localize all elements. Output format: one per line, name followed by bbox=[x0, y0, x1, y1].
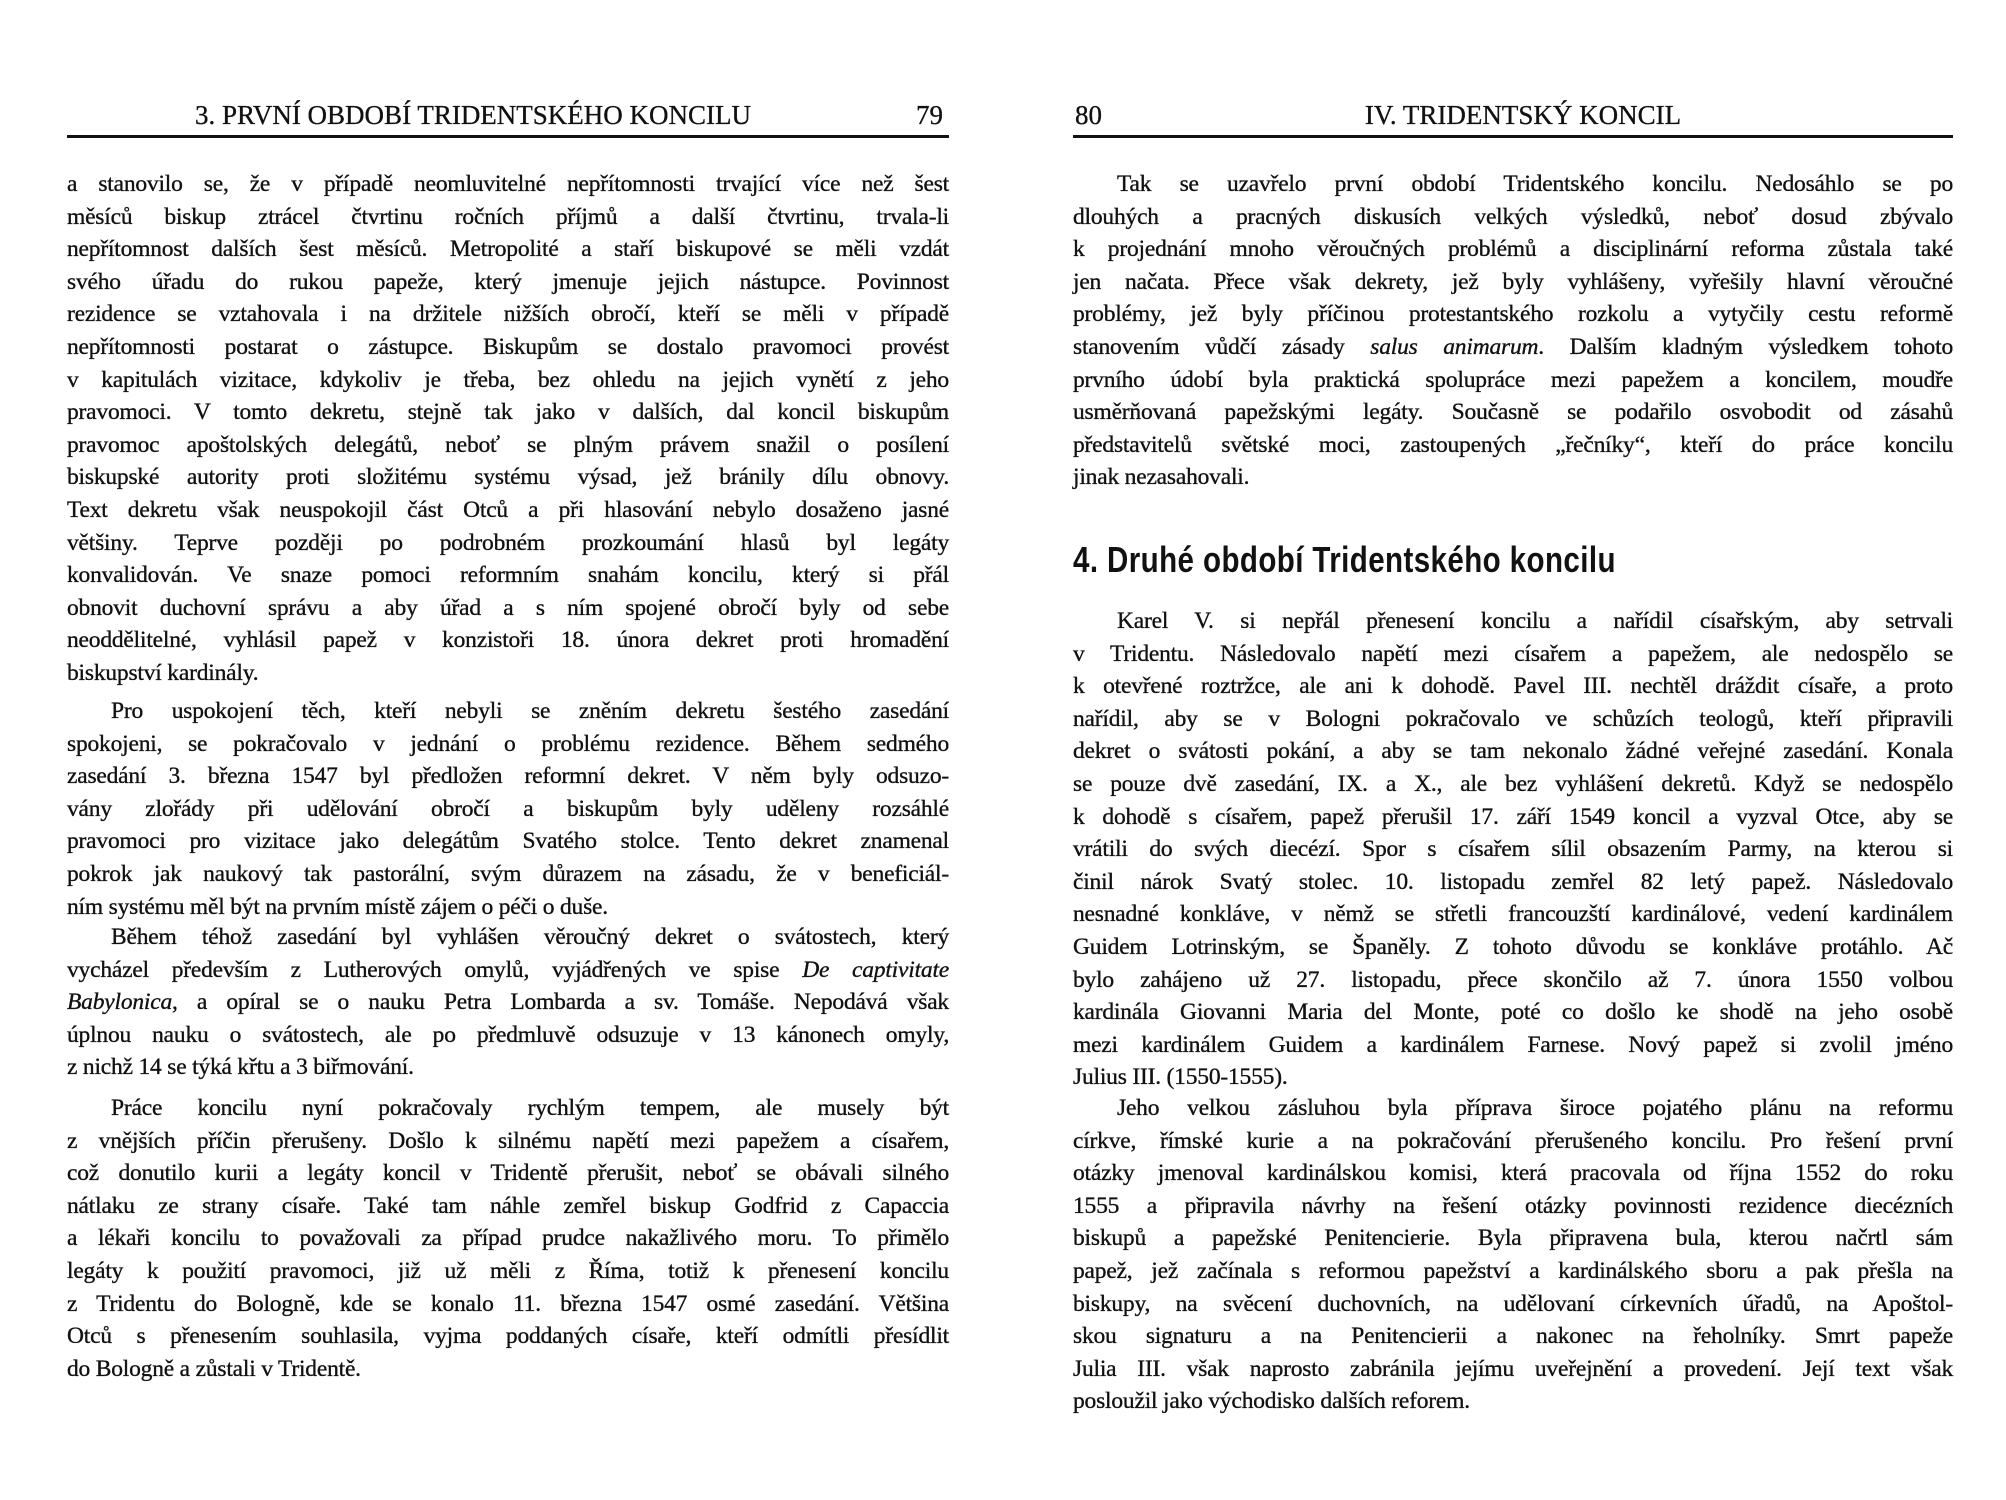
text-line: a lékaři koncilu to považovali za případ prudce nakažlivého moru. To přimělo bbox=[67, 1225, 949, 1252]
text-line: nařídil, aby se v Bologni pokračovalo ve schůzích teologů, kteří připravili bbox=[1073, 705, 1953, 732]
text-line: v kapitulách vizitace, kdykoliv je třeba, bez ohledu na jejich vynětí z jeho bbox=[67, 366, 949, 393]
text-line: a stanovilo se, že v případě neomluvitelné nepřítomnosti trvající více než šest bbox=[67, 171, 949, 197]
text-line: dekret o svátosti pokání, a aby se tam nekonalo žádné veřejné zasedání. Konala bbox=[1073, 738, 1953, 765]
text-line: nepřítomnosti postarat o zástupce. Biskupům se dostalo pravomoci provést bbox=[67, 333, 949, 360]
text-line: usměrňovaná papežskými legáty. Současně se podařilo osvobodit od zásahů bbox=[1073, 399, 1953, 426]
text-line: jen načata. Přece však dekrety, jež byly vyhlášeny, vyřešily hlavní věroučné bbox=[1073, 268, 1953, 295]
text-line: Julius III. (1550-1555). bbox=[1073, 1064, 1288, 1091]
paragraph bbox=[1073, 1092, 1953, 1418]
text-line: vrátili do svých diecézí. Spor s císařem sílil obsazením Parmy, na kterou si bbox=[1073, 836, 1953, 863]
text-line: otázky jmenoval kardinálskou komisi, která pracovala od října 1552 do roku bbox=[1073, 1160, 1953, 1187]
text-line: biskupské autority proti složitému systému výsad, jež bránily dílu obnovy. bbox=[67, 464, 949, 491]
text-line: zasedání 3. března 1547 byl předložen reformní dekret. V něm byly odsuzo- bbox=[67, 763, 949, 790]
paragraph bbox=[67, 1092, 949, 1385]
text-line: spokojeni, se pokračovalo v jednání o problému rezidence. Během sedmého bbox=[67, 730, 949, 757]
text-line: Pro uspokojení těch, kteří nebyli se zněním dekretu šestého zasedání bbox=[111, 698, 949, 724]
text-line: neoddělitelné, vyhlásil papež v konzistoři 18. února dekret proti hromadění bbox=[67, 627, 949, 654]
text-line: pravomoc apoštolských delegátů, neboť se plným právem snažil o posílení bbox=[67, 431, 949, 458]
italic-text: salus animarum bbox=[1370, 333, 1539, 360]
text-line: legáty k použití pravomoci, již už měli z Říma, totiž k přenesení koncilu bbox=[67, 1257, 949, 1284]
paragraph bbox=[67, 695, 949, 923]
text-line: Jeho velkou zásluhou byla příprava široce pojatého plánu na reformu bbox=[1117, 1095, 1953, 1121]
paragraph bbox=[1073, 605, 1953, 1094]
text-line: Práce koncilu nyní pokračovaly rychlým tempem, ale musely být bbox=[111, 1095, 949, 1121]
text-line: dlouhých a pracných diskusích velkých výsledků, neboť dosud zbývalo bbox=[1073, 203, 1953, 230]
text-line: bylo zahájeno už 27. listopadu, přece skončilo až 7. února 1550 volbou bbox=[1073, 966, 1953, 993]
text-segment: stanovením vůdčí zásady bbox=[1073, 333, 1371, 360]
text-line: k dohodě s císařem, papež přerušil 17. září 1549 koncil a vyzval Otce, aby se bbox=[1073, 803, 1953, 830]
text-line: papež, jež začínala s reformou papežství a kardinálského sboru a pak přešla na bbox=[1073, 1257, 1953, 1284]
text-line: biskupy, na svěcení duchovních, na udělovaní církevních úřadů, na Apoštol- bbox=[1073, 1290, 1953, 1317]
text-line: úplnou nauku o svátostech, ale po předmluvě odsuzuje v 13 kánonech omyly, bbox=[67, 1021, 949, 1048]
text-line: z nichž 14 se týká křtu a 3 biřmování. bbox=[67, 1054, 414, 1081]
text-line: skou signaturu a na Penitencierii a nakonec na řeholníky. Smrt papeže bbox=[1073, 1323, 1953, 1350]
text-line: obnovit duchovní správu a aby úřad a s ním spojené obročí byly od sebe bbox=[67, 594, 949, 621]
italic-text: De captivitate bbox=[802, 956, 950, 983]
running-head bbox=[1073, 98, 1953, 132]
text-line: Guidem Lotrinským, se Španěly. Z tohoto důvodu se konkláve protáhlo. Ač bbox=[1073, 933, 1953, 960]
text-line: z vnějších příčin přerušeny. Došlo k silnému napětí mezi papežem a císařem, bbox=[67, 1127, 949, 1154]
text-line: jinak nezasahovali. bbox=[1073, 464, 1250, 491]
paragraph bbox=[67, 168, 949, 690]
text-line: Otců s přenesením souhlasila, vyjma poddaných císaře, kteří odmítli přesídlit bbox=[67, 1323, 949, 1350]
text-line bbox=[67, 986, 949, 1019]
text-line: z Tridentu do Bologně, kde se konalo 11. března 1547 osmé zasedání. Většina bbox=[67, 1290, 949, 1317]
text-segment: , a opíral se o nauku Petra Lombarda a sv. Tomáše. Nepodává však bbox=[172, 989, 949, 1016]
text-line: vány zlořády při udělování obročí a biskupům byly uděleny rozsáhlé bbox=[67, 795, 949, 822]
text-line: svého úřadu do rukou papeže, který jmenuje jejich nástupce. Povinnost bbox=[67, 268, 949, 295]
text-line: biskupství kardinály. bbox=[67, 659, 259, 686]
text-line: k otevřené roztržce, ale ani k dohodě. Pavel III. nechtěl dráždit císaře, a proto bbox=[1073, 673, 1953, 700]
text-line: představitelů světské moci, zastoupených „řečníky“, kteří do práce koncilu bbox=[1073, 431, 1953, 458]
text-line: Během téhož zasedání byl vyhlášen věroučný dekret o svátostech, který bbox=[111, 924, 949, 950]
header-rule bbox=[67, 135, 949, 138]
section-heading: 4. Druhé období Tridentského koncilu bbox=[1073, 539, 1616, 580]
text-line: biskupů a papežské Penitencierie. Byla připravena bula, kterou načrtl sám bbox=[1073, 1225, 1953, 1252]
running-head-title: IV. TRIDENTSKÝ KONCIL bbox=[1364, 100, 1682, 130]
right-page bbox=[1073, 0, 1953, 1500]
text-line: církve, římské kurie a na pokračování přerušeného koncilu. Pro řešení první bbox=[1073, 1127, 1953, 1154]
running-head-title: 3. PRVNÍ OBDOBÍ TRIDENTSKÉHO KONCILU bbox=[194, 100, 752, 130]
running-head bbox=[67, 98, 949, 132]
italic-text: Babylonica bbox=[67, 989, 173, 1016]
text-line: nátlaku ze strany císaře. Také tam náhle zemřel biskup Godfrid z Capaccia bbox=[67, 1192, 949, 1219]
text-line: se pouze dvě zasedání, IX. a X., ale bez vyhlášení dekretů. Když se nedospělo bbox=[1073, 770, 1953, 797]
text-segment: vycházel především z Lutherových omylů, vyjádřených ve spise bbox=[67, 956, 803, 983]
text-line: 1555 a připravila návrhy na řešení otázky povinnosti rezidence diecézních bbox=[1073, 1192, 1953, 1219]
header-rule bbox=[1073, 135, 1953, 138]
text-line: Julia III. však naprosto zabránila jejímu uveřejnění a provedení. Její text však bbox=[1073, 1355, 1953, 1382]
text-line: k projednání mnoho věroučných problémů a disciplinární reforma zůstala také bbox=[1073, 236, 1953, 263]
text-line: nepřítomnost dalších šest měsíců. Metropolité a staří biskupové se měli vzdát bbox=[67, 236, 949, 263]
text-line: Tak se uzavřelo první období Tridentského koncilu. Nedosáhlo se po bbox=[1117, 171, 1953, 197]
page-number: 79 bbox=[916, 100, 943, 130]
text-line: většiny. Teprve později po podrobném prozkoumání hlasů byl legáty bbox=[67, 529, 949, 556]
text-line: kardinála Giovanni Maria del Monte, poté co došlo ke shodě na jeho osobě bbox=[1073, 999, 1953, 1026]
text-line: v Tridentu. Následovalo napětí mezi císařem a papežem, ale nedospělo se bbox=[1073, 640, 1953, 667]
text-line: činil nárok Svatý stolec. 10. listopadu zemřel 82 letý papež. Následovalo bbox=[1073, 868, 1953, 895]
text-line: Karel V. si nepřál přenesení koncilu a nařídil císařským, aby setrvali bbox=[1117, 608, 1953, 634]
text-line: do Bologně a zůstali v Tridentě. bbox=[67, 1355, 361, 1382]
text-line: Text dekretu však neuspokojil část Otců a při hlasování nebylo dosaženo jasné bbox=[67, 496, 949, 523]
text-line: což donutilo kurii a legáty koncil v Tridentě přerušit, neboť se obávali silného bbox=[67, 1160, 949, 1187]
text-line: měsíců biskup ztrácel čtvrtinu ročních příjmů a další čtvrtinu, trvala-li bbox=[67, 203, 949, 230]
text-line: nesnadné konkláve, v němž se střetli francouzští kardinálové, vedení kardinálem bbox=[1073, 901, 1953, 928]
paragraph bbox=[1073, 168, 1953, 494]
page-number: 80 bbox=[1075, 100, 1102, 130]
left-page bbox=[67, 0, 949, 1500]
text-segment: . Dalším kladným výsledkem tohoto bbox=[1538, 333, 1953, 360]
text-line: problémy, jež byly příčinou protestantského rozkolu a vytyčily cestu reformě bbox=[1073, 301, 1953, 328]
text-line: konvalidován. Ve snaze pomoci reformním snahám koncilu, který si přál bbox=[67, 562, 949, 589]
paragraph bbox=[67, 921, 949, 1084]
text-line: ním systému měl být na prvním místě zájem o péči o duše. bbox=[67, 893, 608, 920]
text-line: pravomoci. V tomto dekretu, stejně tak jako v dalších, dal koncil biskupům bbox=[67, 399, 949, 426]
text-line: pokrok jak naukový tak pastorální, svým důrazem na zásadu, že v beneficiál- bbox=[67, 860, 949, 887]
text-line: posloužil jako východisko dalších reforem. bbox=[1073, 1388, 1470, 1415]
text-line: prvního údobí byla praktická spolupráce mezi papežem a koncilem, moudře bbox=[1073, 366, 1953, 393]
text-line: pravomoci pro vizitace jako delegátům Svatého stolce. Tento dekret znamenal bbox=[67, 828, 949, 855]
text-line bbox=[67, 954, 949, 987]
text-line: mezi kardinálem Guidem a kardinálem Farnese. Nový papež si zvolil jméno bbox=[1073, 1031, 1953, 1058]
text-line bbox=[1073, 331, 1953, 364]
text-line: rezidence se vztahovala i na držitele nižších obročí, kteří se měli v případě bbox=[67, 301, 949, 328]
